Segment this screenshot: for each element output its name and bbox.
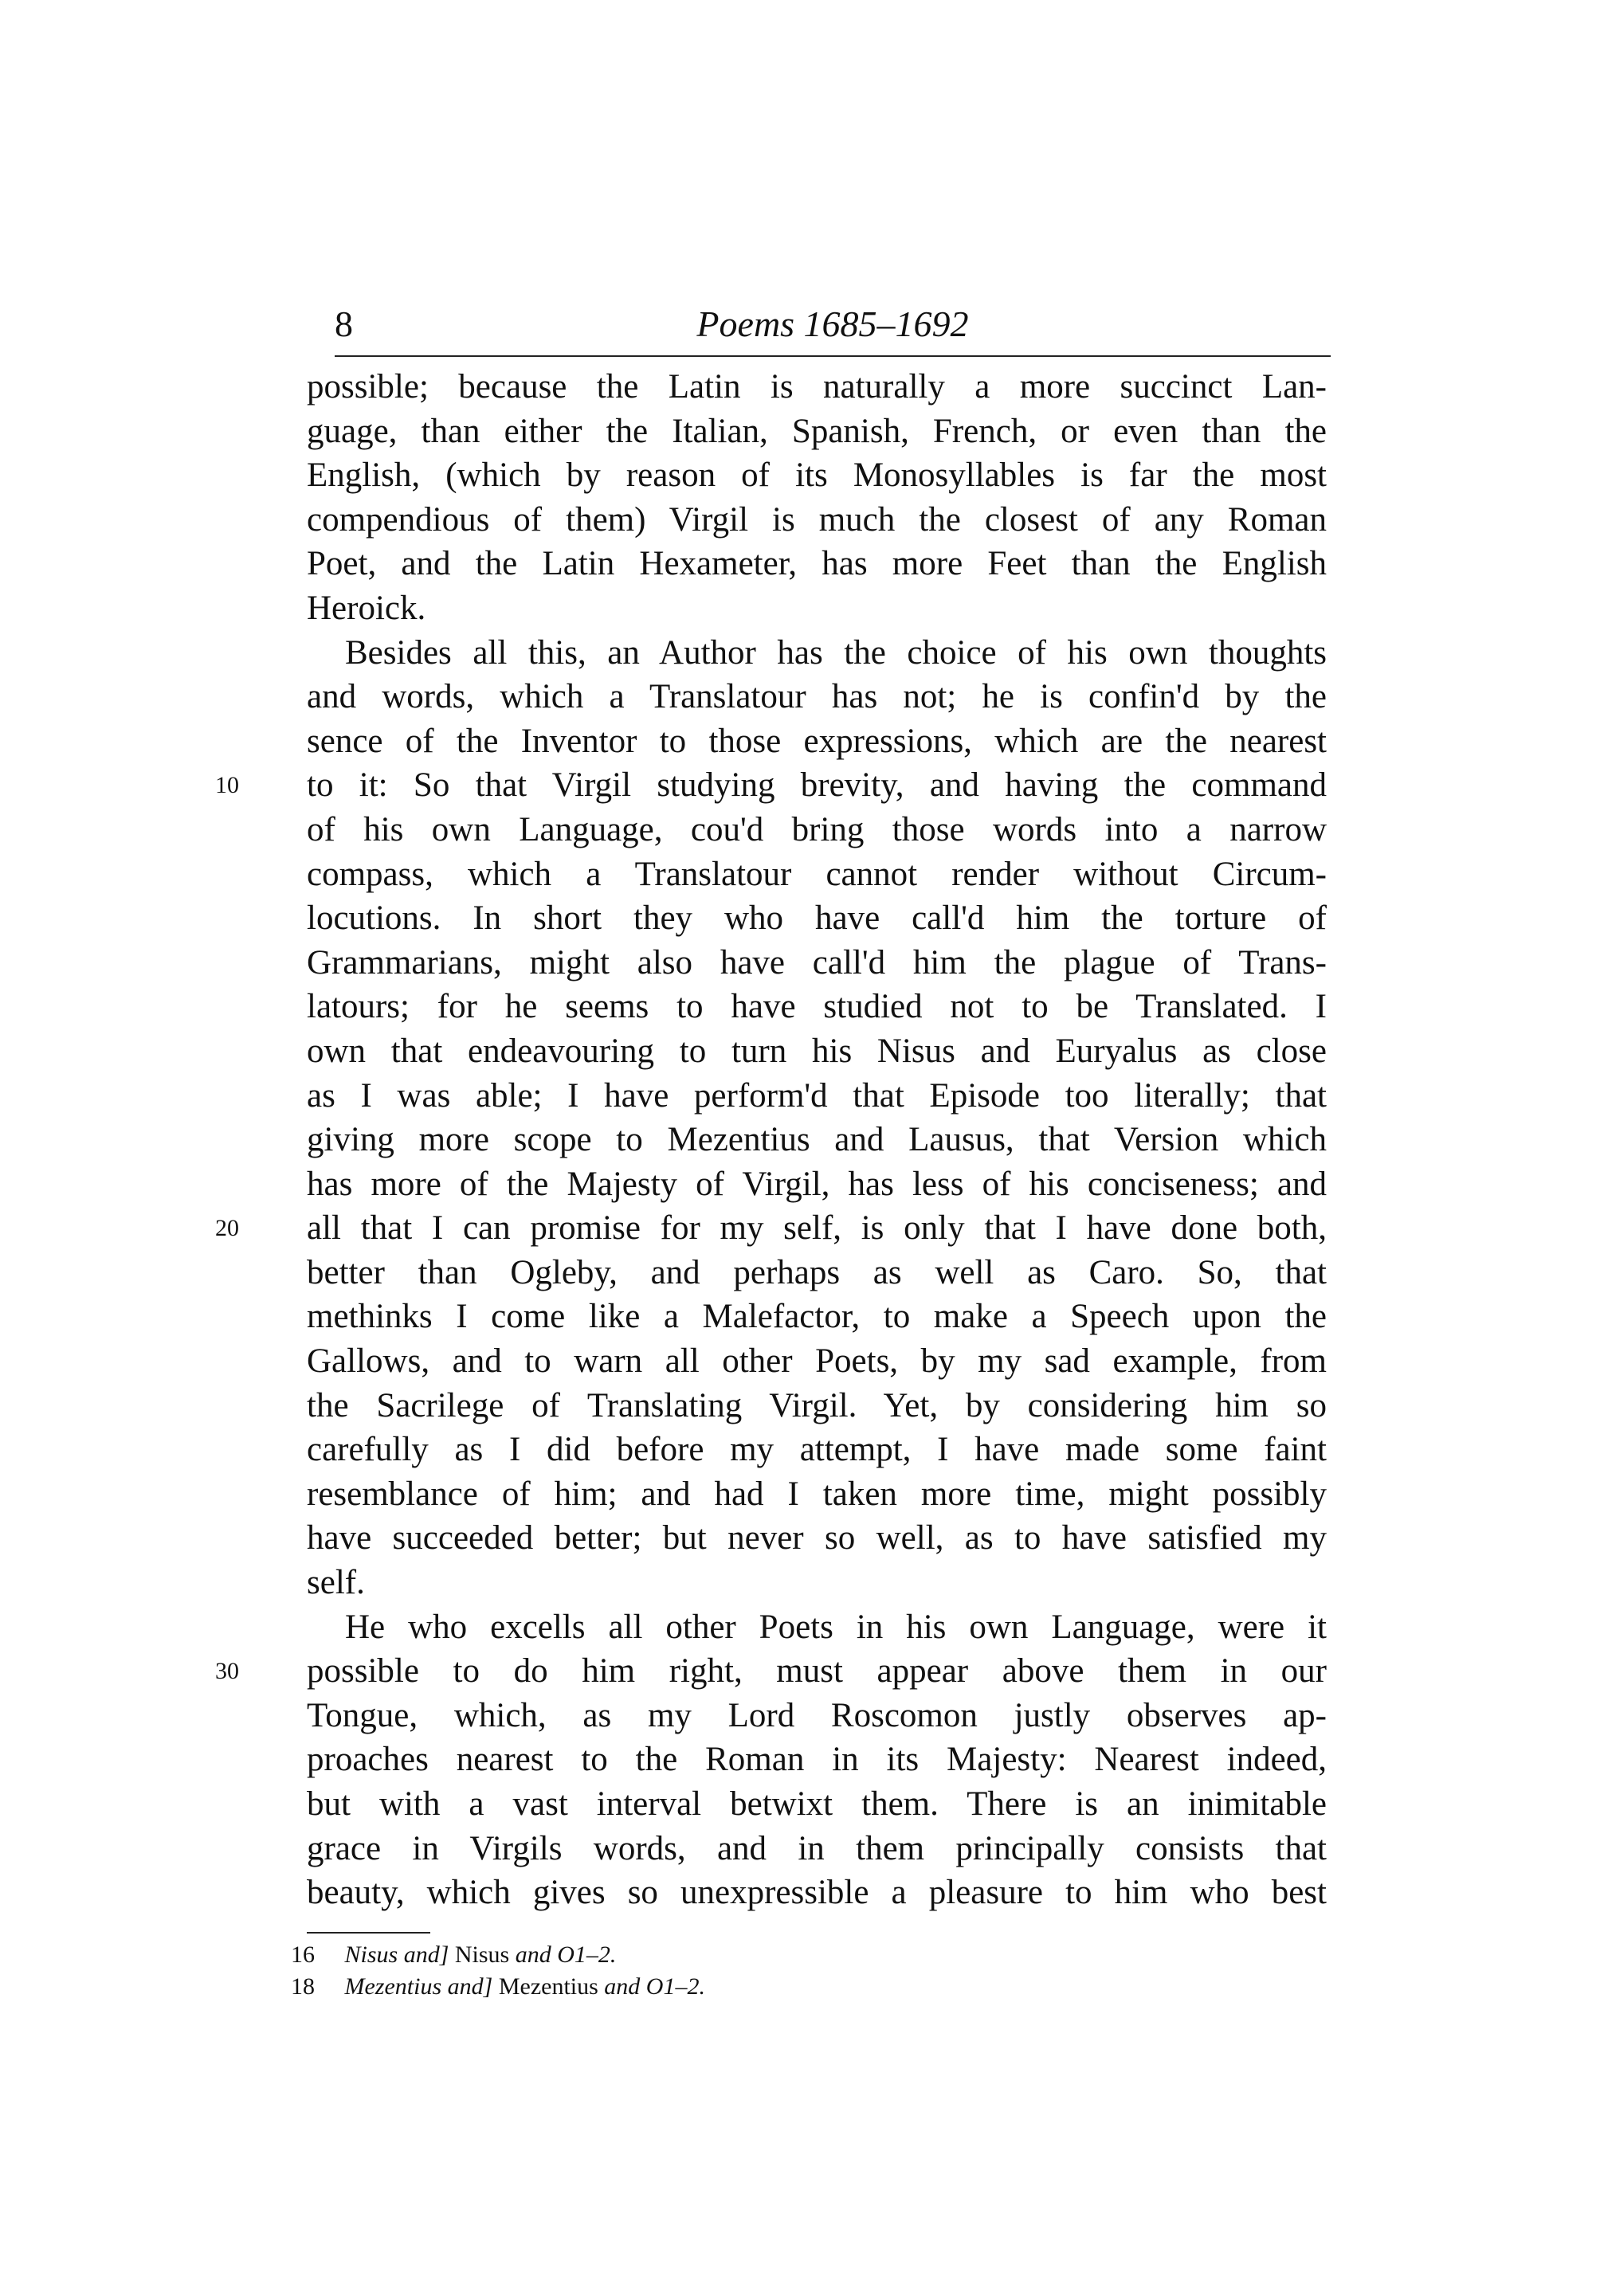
text-line	[307, 1428, 1327, 1472]
footnote-sigla: and O1–2.	[604, 1973, 705, 2000]
running-title: Poems 1685–1692	[696, 304, 969, 344]
line-text: and words, which a Translatour has not; he is confin'd by the	[307, 678, 1327, 716]
footnote	[291, 1971, 1327, 2003]
text-line	[307, 1251, 1327, 1295]
line-text: but with a vast interval betwixt them. There is an inimitable	[307, 1785, 1327, 1823]
line-text: beauty, which gives so unexpressible a pleasure to him who best	[307, 1874, 1327, 1912]
line-text: self.	[307, 1564, 365, 1602]
line-text: Besides all this, an Author has the choice of his own thoughts	[345, 633, 1327, 672]
line-text: grace in Virgils words, and in them principally consists that	[307, 1829, 1327, 1867]
footnote-rule	[307, 1932, 430, 1934]
line-text: to it: So that Virgil studying brevity, and having the command	[307, 766, 1327, 805]
footnote-reading: Mezentius	[498, 1973, 598, 2000]
text-line	[307, 1738, 1327, 1782]
text-line	[307, 808, 1327, 852]
text-line	[307, 1694, 1327, 1738]
text-line	[307, 586, 1327, 631]
text-line	[215, 763, 1327, 808]
body-text	[215, 365, 1327, 1915]
line-text: has more of the Majesty of Virgil, has less of his conciseness; and	[307, 1165, 1327, 1203]
text-line	[307, 1295, 1327, 1339]
line-text: methinks I come like a Malefactor, to make a Speech upon the	[307, 1298, 1327, 1336]
line-text: compendious of them) Virgil is much the closest of any Roman	[307, 500, 1327, 539]
line-text: better than Ogleby, and perhaps as well as Caro. So, that	[307, 1253, 1327, 1291]
line-text: of his own Language, cou'd bring those words into a narrow	[307, 810, 1327, 848]
text-line	[307, 1782, 1327, 1827]
line-number: 20	[215, 1215, 239, 1242]
text-line	[307, 1605, 1327, 1650]
text-line	[307, 1561, 1327, 1605]
line-text: proaches nearest to the Roman in its Majesty: Nearest indeed,	[307, 1741, 1327, 1779]
page-header	[335, 303, 1331, 357]
text-line	[307, 1029, 1327, 1074]
line-text: English, (which by reason of its Monosyllables is far the most	[307, 456, 1327, 495]
text-line	[307, 365, 1327, 409]
footnote-number: 18	[291, 1973, 315, 2000]
line-text: latours; for he seems to have studied not to be Translated. I	[307, 988, 1327, 1026]
text-line	[307, 542, 1327, 586]
line-text: all that I can promise for my self, is only that I have done both,	[307, 1209, 1327, 1248]
line-text: guage, than either the Italian, Spanish, French, or even than the	[307, 412, 1327, 450]
line-text: have succeeded better; but never so well, as to have satisfied my	[307, 1519, 1327, 1557]
line-text: carefully as I did before my attempt, I have made some faint	[307, 1431, 1327, 1469]
line-text: the Sacrilege of Translating Virgil. Yet, by considering him so	[307, 1386, 1327, 1424]
text-line	[307, 719, 1327, 764]
text-line	[307, 631, 1327, 676]
text-line	[215, 1206, 1327, 1251]
footnote-lemma: Mezentius and]	[344, 1973, 493, 2000]
line-text: resemblance of him; and had I taken more time, might possibly	[307, 1475, 1327, 1513]
footnote-sigla: and O1–2.	[515, 1941, 617, 1968]
text-line	[307, 1472, 1327, 1517]
footnote-reading: Nisus	[454, 1941, 510, 1968]
line-text: Grammarians, might also have call'd him the plague of Trans-	[307, 943, 1327, 981]
line-text: compass, which a Translatour cannot render without Circum-	[307, 855, 1327, 893]
line-text: possible to do him right, must appear above them in our	[307, 1652, 1327, 1691]
text-line	[215, 1649, 1327, 1694]
line-text: giving more scope to Mezentius and Lausus, that Version which	[307, 1121, 1327, 1159]
footnotes	[291, 1939, 1327, 2003]
text-line	[307, 1827, 1327, 1871]
text-line	[307, 1516, 1327, 1561]
text-line	[307, 852, 1327, 897]
line-text: He who excells all other Poets in his own Language, were it	[345, 1608, 1327, 1646]
text-line	[307, 453, 1327, 498]
text-line	[307, 985, 1327, 1029]
text-line	[307, 675, 1327, 719]
text-line	[307, 498, 1327, 543]
text-line	[307, 1162, 1327, 1207]
line-text: as I was able; I have perform'd that Episode too literally; that	[307, 1076, 1327, 1115]
text-line	[307, 1339, 1327, 1384]
page-number: 8	[335, 304, 353, 344]
line-text: Tongue, which, as my Lord Roscomon justly observes ap-	[307, 1696, 1327, 1734]
line-text: sence of the Inventor to those expressions, which are the nearest	[307, 722, 1327, 760]
text-line	[307, 941, 1327, 985]
text-line	[307, 409, 1327, 454]
line-text: Poet, and the Latin Hexameter, has more Feet than the English	[307, 545, 1327, 583]
footnote	[291, 1939, 1327, 1971]
footnote-number: 16	[291, 1941, 315, 1968]
text-line	[307, 896, 1327, 941]
text-line	[307, 1118, 1327, 1162]
line-number: 10	[215, 772, 239, 799]
line-text: own that endeavouring to turn his Nisus and Euryalus as close	[307, 1032, 1327, 1070]
line-text: possible; because the Latin is naturally a more succinct Lan-	[307, 368, 1327, 406]
text-line	[307, 1384, 1327, 1428]
text-line	[307, 1074, 1327, 1119]
line-text: Gallows, and to warn all other Poets, by my sad example, from	[307, 1342, 1327, 1381]
line-number: 30	[215, 1658, 239, 1685]
line-text: Heroick.	[307, 589, 426, 627]
text-line	[307, 1871, 1327, 1915]
line-text: locutions. In short they who have call'd him the torture of	[307, 899, 1327, 938]
footnote-lemma: Nisus and]	[344, 1941, 449, 1968]
